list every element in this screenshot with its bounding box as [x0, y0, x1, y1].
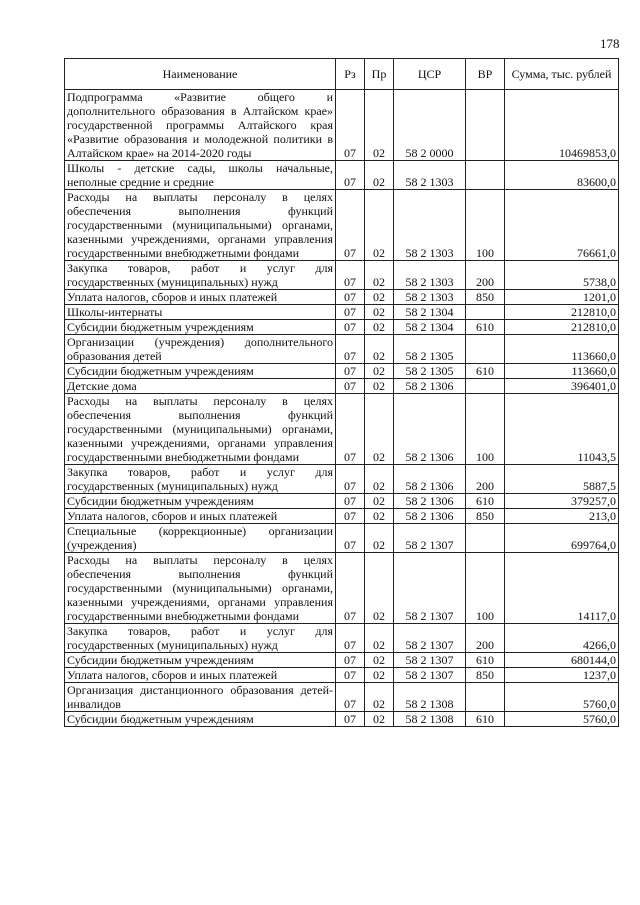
table-row — [65, 509, 619, 524]
header-pr: Пр — [365, 59, 394, 90]
cell-pr: 02 — [365, 190, 394, 261]
table-row — [65, 379, 619, 394]
cell-name: Школы-интернаты — [65, 305, 336, 320]
cell-name: Субсидии бюджетным учреждениям — [65, 494, 336, 509]
cell-rz: 07 — [336, 261, 365, 290]
cell-sum: 5738,0 — [505, 261, 619, 290]
cell-pr: 02 — [365, 261, 394, 290]
cell-name: Расходы на выплаты персоналу в целях обеспечения выполнения функций государственными (муниципальными) органами, казенными учреждениями, органами управления государственными внебюджетными фондами — [65, 190, 336, 261]
cell-vr: 610 — [466, 494, 505, 509]
cell-vr — [466, 524, 505, 553]
cell-csr: 58 2 1305 — [394, 335, 466, 364]
cell-name: Организации (учреждения) дополнительного образования детей — [65, 335, 336, 364]
cell-name: Уплата налогов, сборов и иных платежей — [65, 290, 336, 305]
cell-pr: 02 — [365, 305, 394, 320]
cell-vr — [466, 305, 505, 320]
cell-sum: 113660,0 — [505, 364, 619, 379]
cell-pr: 02 — [365, 624, 394, 653]
cell-csr: 58 2 1307 — [394, 624, 466, 653]
cell-vr — [466, 379, 505, 394]
cell-pr: 02 — [365, 524, 394, 553]
header-vr: ВР — [466, 59, 505, 90]
cell-sum: 5760,0 — [505, 712, 619, 727]
table-row — [65, 624, 619, 653]
cell-vr: 610 — [466, 364, 505, 379]
table-row — [65, 261, 619, 290]
cell-vr: 200 — [466, 465, 505, 494]
cell-csr: 58 2 1305 — [394, 364, 466, 379]
cell-rz: 07 — [336, 90, 365, 161]
cell-csr: 58 2 1303 — [394, 261, 466, 290]
header-name: Наименование — [65, 59, 336, 90]
cell-csr: 58 2 1306 — [394, 379, 466, 394]
cell-csr: 58 2 1307 — [394, 524, 466, 553]
cell-vr: 850 — [466, 668, 505, 683]
cell-csr: 58 2 1304 — [394, 305, 466, 320]
cell-rz: 07 — [336, 668, 365, 683]
cell-csr: 58 2 1308 — [394, 683, 466, 712]
cell-vr — [466, 161, 505, 190]
cell-rz: 07 — [336, 290, 365, 305]
cell-sum: 113660,0 — [505, 335, 619, 364]
header-rz: Рз — [336, 59, 365, 90]
cell-csr: 58 2 1303 — [394, 290, 466, 305]
cell-name: Закупка товаров, работ и услуг для государственных (муниципальных) нужд — [65, 624, 336, 653]
cell-vr: 610 — [466, 653, 505, 668]
cell-pr: 02 — [365, 290, 394, 305]
cell-vr: 200 — [466, 624, 505, 653]
cell-vr: 610 — [466, 320, 505, 335]
cell-csr: 58 2 1307 — [394, 653, 466, 668]
cell-sum: 11043,5 — [505, 394, 619, 465]
cell-vr — [466, 335, 505, 364]
header-csr: ЦСР — [394, 59, 466, 90]
table-row — [65, 161, 619, 190]
cell-rz: 07 — [336, 653, 365, 668]
cell-sum: 4266,0 — [505, 624, 619, 653]
cell-vr: 100 — [466, 394, 505, 465]
cell-rz: 07 — [336, 305, 365, 320]
cell-name: Закупка товаров, работ и услуг для государственных (муниципальных) нужд — [65, 261, 336, 290]
budget-table — [64, 58, 619, 727]
table-row — [65, 305, 619, 320]
table-header-row — [65, 59, 619, 90]
cell-vr: 100 — [466, 190, 505, 261]
cell-name: Школы - детские сады, школы начальные, неполные средние и средние — [65, 161, 336, 190]
cell-vr: 610 — [466, 712, 505, 727]
cell-csr: 58 2 1307 — [394, 553, 466, 624]
cell-vr: 850 — [466, 509, 505, 524]
cell-rz: 07 — [336, 190, 365, 261]
table-row — [65, 320, 619, 335]
cell-vr: 100 — [466, 553, 505, 624]
cell-pr: 02 — [365, 712, 394, 727]
cell-sum: 10469853,0 — [505, 90, 619, 161]
cell-csr: 58 2 1308 — [394, 712, 466, 727]
cell-csr: 58 2 1306 — [394, 509, 466, 524]
table-row — [65, 494, 619, 509]
cell-name: Специальные (коррекционные) организации (учреждения) — [65, 524, 336, 553]
cell-name: Расходы на выплаты персоналу в целях обеспечения выполнения функций государственными (муниципальными) органами, казенными учреждениями, органами управления государственными внебюджетными фондами — [65, 553, 336, 624]
cell-pr: 02 — [365, 683, 394, 712]
table-row — [65, 465, 619, 494]
cell-rz: 07 — [336, 335, 365, 364]
cell-sum: 76661,0 — [505, 190, 619, 261]
cell-name: Субсидии бюджетным учреждениям — [65, 364, 336, 379]
cell-name: Уплата налогов, сборов и иных платежей — [65, 668, 336, 683]
cell-pr: 02 — [365, 335, 394, 364]
cell-pr: 02 — [365, 394, 394, 465]
cell-pr: 02 — [365, 653, 394, 668]
table-row — [65, 524, 619, 553]
cell-csr: 58 2 1306 — [394, 394, 466, 465]
cell-csr: 58 2 1306 — [394, 465, 466, 494]
cell-pr: 02 — [365, 494, 394, 509]
cell-pr: 02 — [365, 465, 394, 494]
cell-rz: 07 — [336, 624, 365, 653]
table-row — [65, 290, 619, 305]
cell-name: Подпрограмма «Развитие общего и дополнительного образования в Алтайском крае» государственной программы Алтайского края «Развитие образования и молодежной политики в Алтайском крае» на 2014-2020 годы — [65, 90, 336, 161]
cell-rz: 07 — [336, 683, 365, 712]
cell-sum: 5887,5 — [505, 465, 619, 494]
cell-sum: 212810,0 — [505, 320, 619, 335]
page-number: 178 — [600, 36, 620, 51]
cell-csr: 58 2 1304 — [394, 320, 466, 335]
cell-rz: 07 — [336, 465, 365, 494]
cell-pr: 02 — [365, 90, 394, 161]
cell-rz: 07 — [336, 524, 365, 553]
cell-sum: 213,0 — [505, 509, 619, 524]
cell-pr: 02 — [365, 379, 394, 394]
cell-rz: 07 — [336, 320, 365, 335]
cell-sum: 212810,0 — [505, 305, 619, 320]
cell-vr — [466, 90, 505, 161]
cell-pr: 02 — [365, 553, 394, 624]
table-row — [65, 335, 619, 364]
cell-name: Организация дистанционного образования детей-инвалидов — [65, 683, 336, 712]
table-row — [65, 683, 619, 712]
table-row — [65, 553, 619, 624]
table-body — [65, 90, 619, 727]
cell-rz: 07 — [336, 379, 365, 394]
header-sum: Сумма, тыс. рублей — [505, 59, 619, 90]
cell-name: Детские дома — [65, 379, 336, 394]
table-row — [65, 394, 619, 465]
cell-sum: 83600,0 — [505, 161, 619, 190]
table-row — [65, 653, 619, 668]
cell-pr: 02 — [365, 509, 394, 524]
cell-sum: 14117,0 — [505, 553, 619, 624]
cell-vr: 850 — [466, 290, 505, 305]
cell-rz: 07 — [336, 712, 365, 727]
cell-csr: 58 2 1303 — [394, 161, 466, 190]
cell-rz: 07 — [336, 494, 365, 509]
cell-name: Расходы на выплаты персоналу в целях обеспечения выполнения функций государственными (муниципальными) органами, казенными учреждениями, органами управления государственными внебюджетными фондами — [65, 394, 336, 465]
cell-name: Субсидии бюджетным учреждениям — [65, 653, 336, 668]
cell-pr: 02 — [365, 668, 394, 683]
cell-sum: 699764,0 — [505, 524, 619, 553]
cell-rz: 07 — [336, 364, 365, 379]
cell-sum: 5760,0 — [505, 683, 619, 712]
cell-sum: 1201,0 — [505, 290, 619, 305]
cell-csr: 58 2 0000 — [394, 90, 466, 161]
cell-csr: 58 2 1306 — [394, 494, 466, 509]
cell-rz: 07 — [336, 394, 365, 465]
cell-rz: 07 — [336, 509, 365, 524]
cell-vr — [466, 683, 505, 712]
cell-sum: 680144,0 — [505, 653, 619, 668]
cell-sum: 379257,0 — [505, 494, 619, 509]
cell-pr: 02 — [365, 320, 394, 335]
cell-sum: 396401,0 — [505, 379, 619, 394]
cell-name: Субсидии бюджетным учреждениям — [65, 320, 336, 335]
cell-pr: 02 — [365, 364, 394, 379]
cell-pr: 02 — [365, 161, 394, 190]
table-row — [65, 668, 619, 683]
cell-sum: 1237,0 — [505, 668, 619, 683]
cell-csr: 58 2 1307 — [394, 668, 466, 683]
table-row — [65, 712, 619, 727]
table-row — [65, 190, 619, 261]
cell-csr: 58 2 1303 — [394, 190, 466, 261]
cell-rz: 07 — [336, 553, 365, 624]
cell-name: Уплата налогов, сборов и иных платежей — [65, 509, 336, 524]
cell-name: Закупка товаров, работ и услуг для государственных (муниципальных) нужд — [65, 465, 336, 494]
table-row — [65, 90, 619, 161]
cell-rz: 07 — [336, 161, 365, 190]
cell-vr: 200 — [466, 261, 505, 290]
table-row — [65, 364, 619, 379]
cell-name: Субсидии бюджетным учреждениям — [65, 712, 336, 727]
